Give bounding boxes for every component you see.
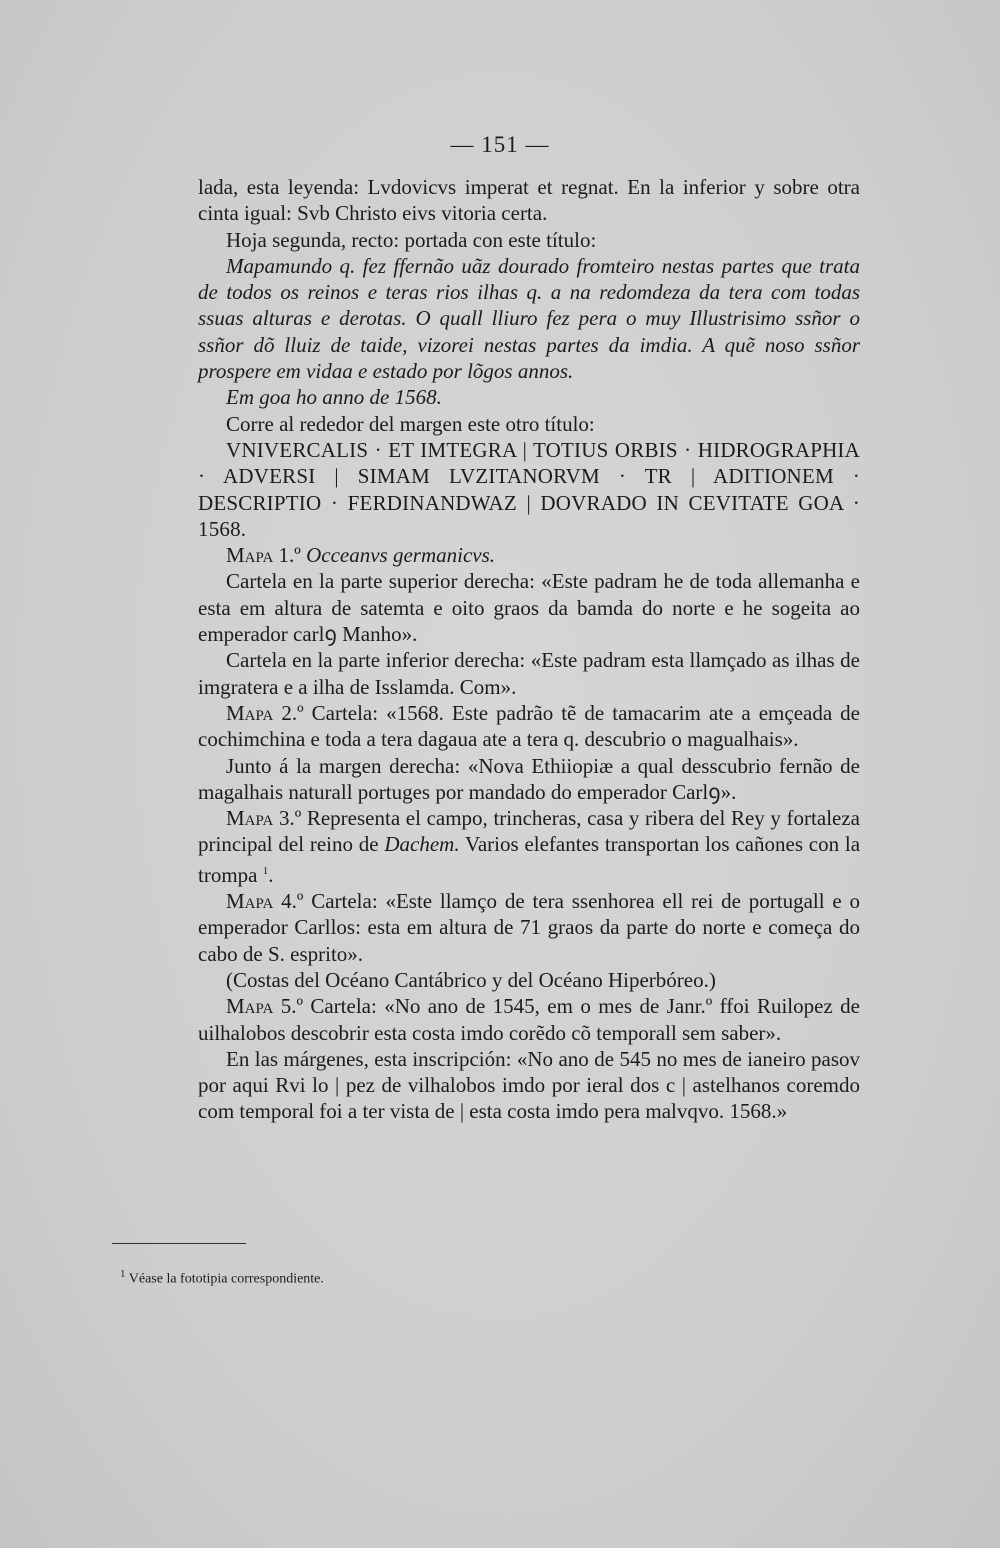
footnote-reference: 1 <box>262 864 269 877</box>
paragraph-cartela-superior: Cartela en la parte superior derecha: «Este padram he de toda allemanha e esta em altura de satemta e oito graos da bamda do norte e he sogeita ao emperador carlꝯ Manho». <box>198 569 860 647</box>
paragraph-mapa-5 <box>198 993 860 1046</box>
paragraph-mapa-2 <box>198 700 860 753</box>
mapa-3-text-a: Representa el campo, trincheras, casa y ribera del Rey y fortaleza principal del reino de <box>198 806 860 857</box>
mapa-3-text-b: Varios elefantes transportan los cañones con la trompa <box>198 832 861 887</box>
mapa-4-label: Mapa 4.º <box>226 889 304 914</box>
mapa-3-label: Mapa 3.º <box>226 806 302 831</box>
paragraph-portada-title: Mapamundo q. fez ffernão uãz dourado fromteiro nestas partes que trata de todos os reinos e teras rios ilhas q. a na redomdeza da tera com todas ssuas alturas e derotas. O quall lliuro fez pera o muy Illustrisimo ssñor o ssñor dõ lluiz de taide, vizorei nestas partes da imdia. A quẽ noso ssñor prospere em vidaa e estado por lõgos annos. <box>198 253 860 384</box>
paragraph-mapa-4 <box>198 888 860 967</box>
mapa-1-title: Occeanvs germanicvs. <box>306 543 496 568</box>
footnote <box>120 1265 324 1289</box>
paragraph-goa-date: Em goa ho anno de 1568. <box>226 385 442 410</box>
mapa-3-dachem: Dachem. <box>384 832 460 857</box>
mapa-1-label: Mapa 1.º <box>226 543 301 568</box>
mapa-5-label: Mapa 5.º <box>226 994 303 1019</box>
paragraph-corre-margen: Corre al rededor del margen este otro título: <box>226 411 595 436</box>
main-text <box>198 174 860 1125</box>
paragraph-margin-title: VNIVERCALIS · ET IMTEGRA | TOTIUS ORBIS · HIDROGRAPHIA · ADVERSI | SIMAM LVZITANORVM · TR | ADITIONEM · DESCRIPTIO · FERDINANDWAZ | DOVRADO IN CEVITATE GOA · 1568. <box>198 437 860 541</box>
mapa-2-label: Mapa 2.º <box>226 700 304 725</box>
paragraph-costas: (Costas del Océano Cantábrico y del Océano Hiperbóreo.) <box>226 967 716 992</box>
footnote-number: 1 <box>120 1268 126 1280</box>
paragraph-leyenda: lada, esta leyenda: Lvdovicvs imperat et regnat. En la inferior y sobre otra cinta igual: Svb Christo eivs vitoria certa. <box>198 175 860 226</box>
paragraph-margenes-inscripcion: En las márgenes, esta inscripción: «No ano de 545 no mes de ianeiro pasov por aqui Rvi lo | pez de vilhalobos imdo por ieral dos c | astelhanos coremdo com temporal foi a ter vista de | esta costa imdo pera malvqvo. 1568.» <box>198 1046 860 1124</box>
footnote-divider <box>112 1243 246 1244</box>
paragraph-margen-derecha: Junto á la margen derecha: «Nova Ethiiopiæ a qual desscubrio fernão de magalhais naturall portuges por mandado do emperador Carlꝯ». <box>198 753 860 804</box>
mapa-4-text: Cartela: «Este llamço de tera ssenhorea ell rei de portugall e o emperador Carllos: esta em altura de 71 graos da parte do norte e começa do cabo de S. esprito». <box>198 889 860 966</box>
paragraph-cartela-inferior: Cartela en la parte inferior derecha: «Este padram esta llamçado as ilhas de imgratera e a ilha de Isslamda. Com». <box>198 648 860 699</box>
footnote-text: Véase la fototipia correspondiente. <box>128 1271 324 1287</box>
paragraph-mapa-1 <box>198 542 860 568</box>
paragraph-hoja-segunda: Hoja segunda, recto: portada con este título: <box>226 227 597 252</box>
page-number: — 151 — <box>450 132 550 157</box>
mapa-2-text: Cartela: «1568. Este padrão tẽ de tamacarim ate a emçeada de cochimchina e toda a tera dagaua ate a tera q. descubrio o magualhais». <box>198 700 860 752</box>
mapa-5-text: Cartela: «No ano de 1545, em o mes de Janr.º ffoi Ruilopez de uilhalobos descobrir esta costa imdo corẽdo cõ temporall sem saber». <box>198 994 860 1045</box>
paragraph-mapa-3: Mapa 3.º Representa el campo, trincheras, casa y ribera del Rey y fortaleza principal del reino de Dachem. Varios elefantes transportan los cañones con la trompa $^1$. <box>198 806 861 887</box>
